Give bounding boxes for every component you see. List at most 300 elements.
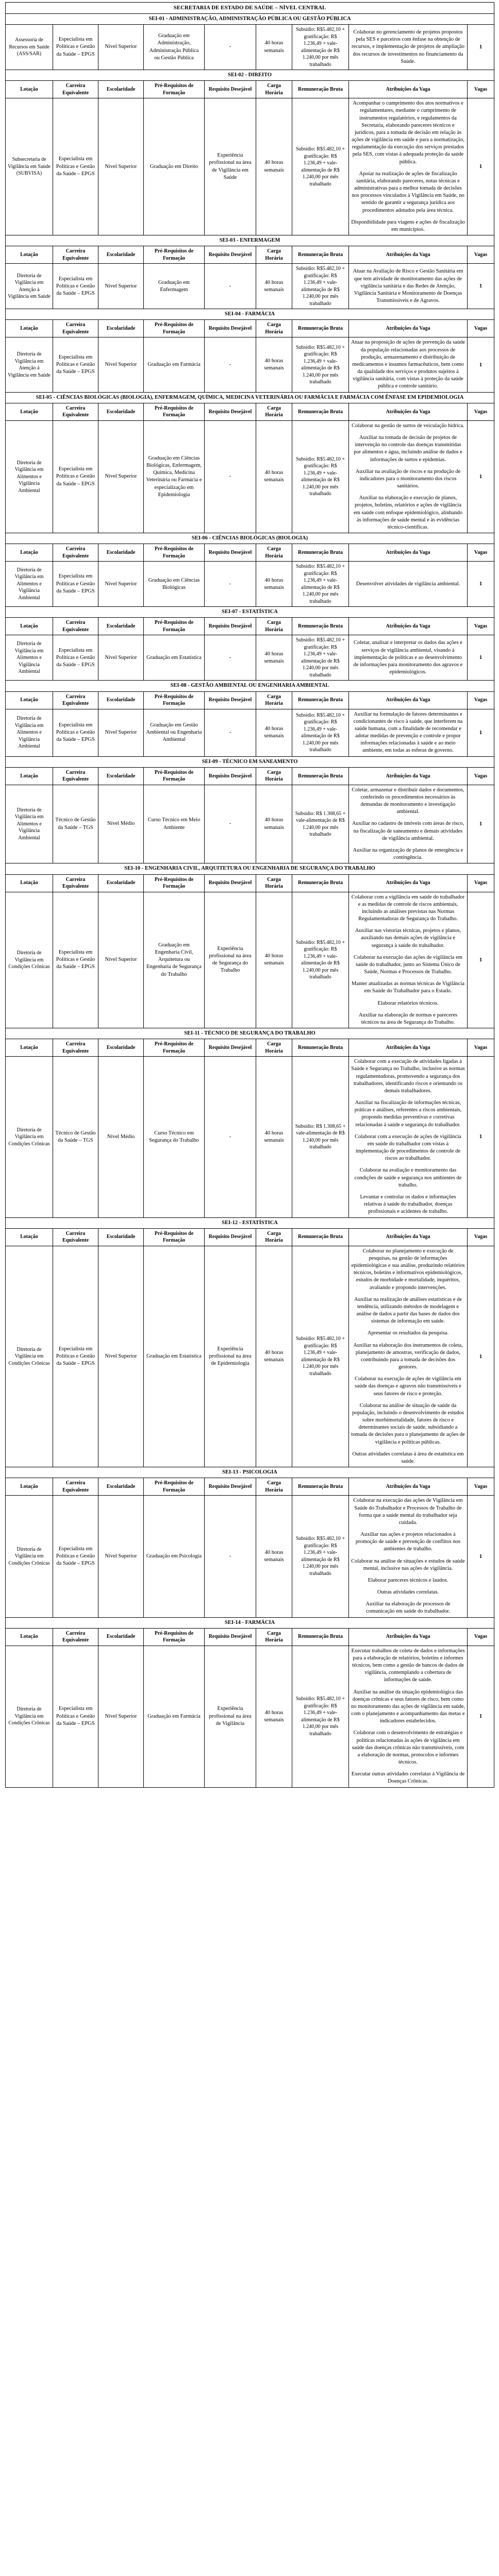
- cell-escolaridade: Nível Superior: [98, 98, 144, 235]
- table-row: [6, 1496, 494, 1617]
- column-header-lotacao: Lotação: [6, 1478, 53, 1496]
- column-header-lotacao: Lotação: [6, 618, 53, 635]
- atribuicao-paragraph: Auxiliar na análise da situação epidemiológica das doenças crônicas e seus fatores de risco, bem como no monitoramento das ações de vigilância em saúde, com o planejamento e acompanhamento das metas e indicadores estabelecidos.: [351, 1689, 465, 1724]
- cell-pre-requisitos: Graduação em Psicologia: [144, 1496, 205, 1617]
- column-header-escolaridade: Escolaridade: [98, 81, 144, 98]
- cell-remuneracao: Subsídio: R$5.482,10 + gratificação: R$ 1.236,49 + vale-alimentação de R$ 1.240,00 por mês trabalhado: [292, 264, 349, 309]
- column-header-lotacao: Lotação: [6, 1628, 53, 1646]
- section-title: SEI-01 - ADMINISTRAÇÃO, ADMINISTRAÇÃO PÚBLICA OU GESTÃO PÚBLICA: [6, 13, 494, 24]
- cell-pre-requisitos: Graduação em Farmácia: [144, 337, 205, 392]
- cell-vagas: 1: [468, 562, 494, 607]
- cell-escolaridade: Nível Superior: [98, 635, 144, 681]
- atribuicao-paragraph: Apoiar na realização de ações de fiscalização sanitária, elaborando pareceres, notas técnicas e administrativas para a melhor tomada de decisões nos processos vinculados à Vigilância em Saúde, no sentido de garantir a segurança jurídica aos procedimentos adotados pela área técnica.: [352, 171, 464, 213]
- table-header-row: [6, 544, 494, 562]
- table-header-row: [6, 81, 494, 98]
- cell-lotacao: Diretoria de Vigilância em Condições Crônicas: [6, 892, 53, 1028]
- atribuicao-paragraph: Auxiliar na elaboração de normas e pareceres técnicos na área de Segurança do Trabalho.: [358, 1012, 458, 1025]
- cell-atribuicoes: [349, 25, 468, 70]
- column-header-lotacao: Lotação: [6, 246, 53, 264]
- cell-escolaridade: Nível Superior: [98, 892, 144, 1028]
- column-header-remuneracao: Remuneração Bruta: [292, 544, 349, 562]
- table-header-row: [6, 246, 494, 264]
- column-header-requisito: Requisito Desejável: [205, 81, 256, 98]
- cell-escolaridade: Nível Superior: [98, 1496, 144, 1617]
- column-header-lotacao: Lotação: [6, 403, 53, 420]
- table-header-row: [6, 1478, 494, 1496]
- cell-carreira: Especialista em Políticas e Gestão da Saúde – EPGS: [53, 1246, 98, 1467]
- column-header-carga: Carga Horária: [256, 320, 292, 337]
- column-header-remuneracao: Remuneração Bruta: [292, 403, 349, 420]
- column-header-requisito: Requisito Desejável: [205, 1628, 256, 1646]
- cell-vagas: 1: [468, 337, 494, 392]
- column-header-atribuicoes: Atribuições da Vaga: [349, 246, 468, 264]
- cell-carreira: Especialista em Políticas e Gestão da Saúde – EPGS: [53, 892, 98, 1028]
- atribuicao-paragraph: Colaborar na avaliação e monitoramento das condições de saúde e segurança nos ambientes de trabalho.: [354, 1167, 462, 1188]
- cell-carga: 40 horas semanais: [256, 420, 292, 533]
- atribuicao-paragraph: Acompanhar o cumprimento dos atos normativos e regulamentares, mediante o cumprimento de instrumentos regulatórios, e regulamentos da Secretaria, elaborando pareceres técnicos e jurídicos, para a tomada de decisão em relação às ações de vigilância em saúde e para a normatização, regulamentação da execução dos serviços prestados pela SES, com vistas à adequada proteção da saúde pública.: [352, 100, 464, 165]
- cell-atribuicoes: [349, 709, 468, 756]
- cell-requisito: Experiência profissional na área de Vigilância: [205, 1646, 256, 1787]
- column-header-vagas: Vagas: [468, 246, 494, 264]
- cell-atribuicoes: [349, 1646, 468, 1787]
- section-title: SEI-05 - CIÊNCIAS BIOLÓGICAS (BIOLOGIA), ENFERMAGEM, QUÍMICA, MEDICINA VETERINÁRIA OU FARMÁCIA E FARMÁCIA COM ÊNFASE EM EPIDEMIOLOGIA: [6, 392, 494, 403]
- table-row: [6, 1246, 494, 1467]
- column-header-pre-requisitos: Pré-Requisitos de Formação: [144, 544, 205, 562]
- column-header-vagas: Vagas: [468, 1478, 494, 1496]
- table-header-row: [6, 1228, 494, 1246]
- column-header-remuneracao: Remuneração Bruta: [292, 767, 349, 785]
- cell-carga: 40 horas semanais: [256, 709, 292, 756]
- atribuicao-paragraph: Colaborar no planejamento e execução de pesquisas, na gestão de informações epidemiológicas e sua análise, produzindo relatórios técnicos, boletins e informativos epidemiológicos, estudos de morbidade e mortalidade, inquéritos, avaliando e propondo intervenções.: [351, 1248, 465, 1291]
- atribuicao-paragraph: Auxiliar na realização de análises estatísticas e de tendência, utilizando métodos de modelagem e análise de dados a partir das bases de dados dos sistemas de informação em saúde.: [354, 1296, 462, 1325]
- cell-carga: 40 horas semanais: [256, 635, 292, 681]
- column-header-pre-requisitos: Pré-Requisitos de Formação: [144, 767, 205, 785]
- cell-vagas: 1: [468, 25, 494, 70]
- cell-atribuicoes: [349, 98, 468, 235]
- column-header-lotacao: Lotação: [6, 320, 53, 337]
- column-header-carreira: Carreira Equivalente: [53, 691, 98, 709]
- column-header-vagas: Vagas: [468, 320, 494, 337]
- column-header-carga: Carga Horária: [256, 1628, 292, 1646]
- cell-lotacao: Diretoria de Vigilância em Alimentos e Vigilância Ambiental: [6, 709, 53, 756]
- table-row: [6, 25, 494, 70]
- atribuicao-paragraph: Colaborar com a execução de ações de vigilância em saúde do trabalhador com vistas à implementação de procedimentos de controle de riscos ao trabalhador.: [355, 1133, 461, 1162]
- atribuicao-paragraph: Outras atividades correlatas à área de estatística em saúde.: [352, 1451, 464, 1464]
- column-header-carreira: Carreira Equivalente: [53, 1228, 98, 1246]
- cell-atribuicoes: [349, 785, 468, 863]
- atribuicao-paragraph: Manter atualizadas as normas técnicas de Vigilância em Saúde do Trabalhador para o Estado.: [351, 981, 464, 994]
- atribuicao-paragraph: Auxiliar no cadastro de imóveis com áreas de risco, na fiscalização de saneamento e demais atividades de vigilância ambiental.: [352, 821, 464, 841]
- column-header-requisito: Requisito Desejável: [205, 320, 256, 337]
- atribuicao-paragraph: Disponibilidade para viagens e ações de fiscalização em municípios.: [351, 219, 465, 232]
- table-header-row: [6, 320, 494, 337]
- atribuicao-paragraph: Auxiliar nas vistorias técnicas, projetos e planos, auxiliando nas demais ações de vigilância e segurança à saúde do trabalhador.: [355, 928, 461, 948]
- column-header-vagas: Vagas: [468, 403, 494, 420]
- table-row: [6, 1057, 494, 1217]
- cell-lotacao: Diretoria de Vigilância em Condições Crônicas: [6, 1246, 53, 1467]
- cell-escolaridade: Nível Médio: [98, 1057, 144, 1217]
- column-header-pre-requisitos: Pré-Requisitos de Formação: [144, 320, 205, 337]
- atribuicao-paragraph: Colaborar na execução das ações de vigilância em saúde do trabalhador, junto ao Sistema Único de Saúde, Normas e Processos de Trabalho.: [354, 954, 462, 975]
- column-header-vagas: Vagas: [468, 618, 494, 635]
- cell-carreira: Especialista em Políticas e Gestão da Saúde – EPGS: [53, 420, 98, 533]
- column-header-requisito: Requisito Desejável: [205, 246, 256, 264]
- cell-carreira: Especialista em Políticas e Gestão da Saúde – EPGS: [53, 337, 98, 392]
- column-header-pre-requisitos: Pré-Requisitos de Formação: [144, 1039, 205, 1057]
- atribuicao-paragraph: Elaborar pareceres técnicos e laudos.: [368, 1577, 448, 1583]
- section-title: SEI-09 - TÉCNICO EM SANEAMENTO: [6, 756, 494, 767]
- cell-atribuicoes: [349, 1496, 468, 1617]
- cell-requisito: Experiência profissional na área de Epidemiologia: [205, 1246, 256, 1467]
- cell-pre-requisitos: Graduação em Enfermagem: [144, 264, 205, 309]
- column-header-escolaridade: Escolaridade: [98, 1228, 144, 1246]
- column-header-carreira: Carreira Equivalente: [53, 767, 98, 785]
- column-header-carga: Carga Horária: [256, 767, 292, 785]
- cell-carga: 40 horas semanais: [256, 1246, 292, 1467]
- column-header-pre-requisitos: Pré-Requisitos de Formação: [144, 1478, 205, 1496]
- column-header-vagas: Vagas: [468, 81, 494, 98]
- cell-remuneracao: Subsídio: R$5.482,10 + gratificação: R$ 1.236,49 + vale-alimentação de R$ 1.240,00 por mês trabalhado: [292, 709, 349, 756]
- column-header-vagas: Vagas: [468, 767, 494, 785]
- column-header-atribuicoes: Atribuições da Vaga: [349, 874, 468, 892]
- atribuicao-paragraph: Colaborar na análise de situação de saúde da população, incluindo o desenvolvimento de estudos sobre morbimortalidade, fatores de risco e determinantes sociais de saúde, subsidiando a tomada de decisões para o planejamento de ações de vigilância e políticas públicas.: [351, 1402, 465, 1445]
- cell-carga: 40 horas semanais: [256, 98, 292, 235]
- cell-lotacao: Diretoria de Vigilância em Alimentos e Vigilância Ambiental: [6, 635, 53, 681]
- cell-lotacao: Subsecretaria de Vigilância em Saúde (SUBVISA): [6, 98, 53, 235]
- cell-pre-requisitos: Curso Técnico em Meio Ambiente: [144, 785, 205, 863]
- atribuicao-paragraph: Colaborar com a vigilância em saúde do trabalhador e as medidas de controle de riscos ambientais, incluindo as análises previstas nas Normas Regulamentadoras de Segurança do Trabalho.: [351, 894, 465, 922]
- cell-carga: 40 horas semanais: [256, 892, 292, 1028]
- cell-vagas: 1: [468, 1246, 494, 1467]
- section-title: SEI-11 - TÉCNICO DE SEGURANÇA DO TRABALHO: [6, 1028, 494, 1039]
- cell-requisito: -: [205, 420, 256, 533]
- column-header-carreira: Carreira Equivalente: [53, 403, 98, 420]
- table-header-row: [6, 767, 494, 785]
- cell-pre-requisitos: Curso Técnico em Segurança do Trabalho: [144, 1057, 205, 1217]
- column-header-carga: Carga Horária: [256, 246, 292, 264]
- column-header-carga: Carga Horária: [256, 544, 292, 562]
- table-row: [6, 337, 494, 392]
- column-header-escolaridade: Escolaridade: [98, 544, 144, 562]
- cell-lotacao: Diretoria de Vigilância em Alimentos e Vigilância Ambiental: [6, 420, 53, 533]
- column-header-carreira: Carreira Equivalente: [53, 1039, 98, 1057]
- column-header-carga: Carga Horária: [256, 1228, 292, 1246]
- column-header-vagas: Vagas: [468, 1039, 494, 1057]
- cell-atribuicoes: [349, 264, 468, 309]
- column-header-pre-requisitos: Pré-Requisitos de Formação: [144, 403, 205, 420]
- column-header-carga: Carga Horária: [256, 874, 292, 892]
- column-header-escolaridade: Escolaridade: [98, 403, 144, 420]
- cell-escolaridade: Nível Superior: [98, 709, 144, 756]
- cell-escolaridade: Nível Superior: [98, 264, 144, 309]
- column-header-requisito: Requisito Desejável: [205, 1039, 256, 1057]
- column-header-remuneracao: Remuneração Bruta: [292, 618, 349, 635]
- table-row: [6, 1646, 494, 1787]
- column-header-carga: Carga Horária: [256, 1039, 292, 1057]
- column-header-pre-requisitos: Pré-Requisitos de Formação: [144, 874, 205, 892]
- cell-pre-requisitos: Graduação em Estatística: [144, 1246, 205, 1467]
- column-header-atribuicoes: Atribuições da Vaga: [349, 1478, 468, 1496]
- cell-carreira: Especialista em Políticas e Gestão da Saúde – EPGS: [53, 1646, 98, 1787]
- atribuicao-paragraph: Executar outras atividades correlatas à Vigilância de Doenças Crônicas.: [351, 1771, 465, 1785]
- cell-carga: 40 horas semanais: [256, 264, 292, 309]
- column-header-carreira: Carreira Equivalente: [53, 1478, 98, 1496]
- cell-escolaridade: Nível Superior: [98, 1646, 144, 1787]
- cell-vagas: 1: [468, 1057, 494, 1217]
- column-header-vagas: Vagas: [468, 544, 494, 562]
- section-title: SEI-14 - FARMÁCIA: [6, 1617, 494, 1628]
- table-row: [6, 709, 494, 756]
- column-header-remuneracao: Remuneração Bruta: [292, 1039, 349, 1057]
- table-row: [6, 785, 494, 863]
- atribuicao-paragraph: Colaborar com a execução de atividades ligadas à Saúde e Segurança no Trabalho, inclusive as normas regulamentadoras, promovendo a segurança dos trabalhadores, identificando riscos e orientando os demais trabalhadores.: [351, 1059, 465, 1094]
- cell-escolaridade: Nível Superior: [98, 1246, 144, 1467]
- cell-vagas: 1: [468, 1496, 494, 1617]
- table-header-row: [6, 1628, 494, 1646]
- cell-atribuicoes: [349, 635, 468, 681]
- atribuicao-paragraph: Desenvolver atividades de vigilância ambiental.: [356, 581, 460, 587]
- cell-escolaridade: Nível Superior: [98, 337, 144, 392]
- column-header-atribuicoes: Atribuições da Vaga: [349, 320, 468, 337]
- cell-atribuicoes: [349, 337, 468, 392]
- atribuicao-paragraph: Colaborar na gestão de surtos de veiculação hídrica.: [352, 422, 464, 429]
- column-header-lotacao: Lotação: [6, 81, 53, 98]
- cell-vagas: 1: [468, 264, 494, 309]
- cell-escolaridade: Nível Superior: [98, 25, 144, 70]
- document-title: SECRETARIA DE ESTADO DE SAÚDE – NÍVEL CENTRAL: [6, 3, 494, 14]
- cell-pre-requisitos: Graduação em Engenharia Civil, Arquitetura ou Engenharia de Segurança do Trabalho: [144, 892, 205, 1028]
- column-header-escolaridade: Escolaridade: [98, 1039, 144, 1057]
- cell-carreira: Especialista em Políticas e Gestão da Saúde – EPGS: [53, 25, 98, 70]
- section-title: SEI-07 - ESTATÍSTICA: [6, 607, 494, 618]
- section-title: SEI-10 - ENGENHARIA CIVIL, ARQUITETURA OU ENGENHARIA DE SEGURANÇA DO TRABALHO: [6, 863, 494, 874]
- atribuicao-paragraph: Colaborar na execução de ações de vigilância em saúde das doenças e agravos não transmissíveis e seus fatores de risco e proteção.: [355, 1376, 461, 1397]
- cell-lotacao: Diretoria de Vigilância em Condições Crônicas: [6, 1496, 53, 1617]
- column-header-remuneracao: Remuneração Bruta: [292, 691, 349, 709]
- column-header-remuneracao: Remuneração Bruta: [292, 320, 349, 337]
- table-row: [6, 562, 494, 607]
- cell-carga: 40 horas semanais: [256, 1057, 292, 1217]
- column-header-requisito: Requisito Desejável: [205, 544, 256, 562]
- column-header-carreira: Carreira Equivalente: [53, 874, 98, 892]
- cell-carga: 40 horas semanais: [256, 1496, 292, 1617]
- cell-lotacao: Diretoria de Vigilância em Condições Crônicas: [6, 1057, 53, 1217]
- table-row: [6, 635, 494, 681]
- column-header-carreira: Carreira Equivalente: [53, 1628, 98, 1646]
- cell-requisito: -: [205, 1496, 256, 1617]
- cell-remuneracao: Subsídio: R$5.482,10 + gratificação: R$ 1.236,49 + vale-alimentação de R$ 1.240,00 por mês trabalhado: [292, 635, 349, 681]
- cell-vagas: 1: [468, 635, 494, 681]
- cell-carreira: Especialista em Políticas e Gestão da Saúde – EPGS: [53, 709, 98, 756]
- column-header-atribuicoes: Atribuições da Vaga: [349, 403, 468, 420]
- atribuicao-paragraph: Atuar na Avaliação de Risco e Gestão Sanitária em que tem atividade de monitoramento das ações de vigilância sanitária e das Redes de Atenção, Vigilância Sanitária e Monitoramento de Doenças Transmissíveis e de Agravos.: [353, 268, 463, 304]
- column-header-atribuicoes: Atribuições da Vaga: [349, 1039, 468, 1057]
- atribuicao-paragraph: Colaborar na análise de situações e estudos de saúde mental, inclusive nas ações de vigilância.: [351, 1558, 465, 1571]
- column-header-vagas: Vagas: [468, 691, 494, 709]
- atribuicao-paragraph: Auxiliar na elaboração de processos de comunicação em saúde do trabalhador.: [365, 1601, 451, 1615]
- cell-lotacao: Diretoria de Vigilância em Alimentos e Vigilância Ambiental: [6, 785, 53, 863]
- section-title: SEI-02 - DIREITO: [6, 70, 494, 81]
- cell-remuneracao: Subsídio: R$5.482,10 + gratificação: R$ 1.236,49 + vale-alimentação de R$ 1.240,00 por mês trabalhado: [292, 25, 349, 70]
- section-title: SEI-13 - PSICOLOGIA: [6, 1467, 494, 1478]
- column-header-lotacao: Lotação: [6, 691, 53, 709]
- cell-carga: 40 horas semanais: [256, 1646, 292, 1787]
- column-header-requisito: Requisito Desejável: [205, 403, 256, 420]
- cell-carreira: Especialista em Políticas e Gestão da Saúde – EPGS: [53, 1496, 98, 1617]
- atribuicao-paragraph: Executar trabalhos de coleta de dados e informações para a elaboração de relatórios, boletins e informes técnicos, bem como a gestão de bancos de dados de vigilância, contemplando a cobertura de informações de saúde.: [351, 1648, 465, 1683]
- table-header-row: [6, 1039, 494, 1057]
- atribuicao-paragraph: Auxiliar nas ações e projetos relacionados à promoção de saúde e prevenção de conflitos nos ambientes de trabalho.: [355, 1532, 461, 1552]
- column-header-remuneracao: Remuneração Bruta: [292, 1628, 349, 1646]
- column-header-remuneracao: Remuneração Bruta: [292, 874, 349, 892]
- column-header-remuneracao: Remuneração Bruta: [292, 1228, 349, 1246]
- column-header-escolaridade: Escolaridade: [98, 246, 144, 264]
- cell-requisito: -: [205, 25, 256, 70]
- cell-remuneracao: Subsídio: R$5.482,10 + gratificação: R$ 1.236,49 + vale-alimentação de R$ 1.240,00 por mês trabalhado: [292, 98, 349, 235]
- column-header-lotacao: Lotação: [6, 767, 53, 785]
- cell-lotacao: Diretoria de Vigilância em Atenção à Vigilância em Saúde: [6, 337, 53, 392]
- cell-pre-requisitos: Graduação em Administração, Administração Pública ou Gestão Pública: [144, 25, 205, 70]
- table-row: [6, 420, 494, 533]
- cell-atribuicoes: [349, 562, 468, 607]
- column-header-requisito: Requisito Desejável: [205, 1228, 256, 1246]
- column-header-requisito: Requisito Desejável: [205, 874, 256, 892]
- cell-carreira: Especialista em Políticas e Gestão da Saúde – EPGS: [53, 562, 98, 607]
- atribuicao-paragraph: Colaborar com o desenvolvimento de estratégias e políticas relacionadas às ações de vigilância em saúde das doenças crônicas não transmissíveis, com a elaboração de normas, protocolos e informes técnicos.: [352, 1730, 464, 1766]
- vacancy-table: [5, 2, 494, 1788]
- atribuicao-paragraph: Coletar, armazenar e distribuir dados e documentos, conferindo os procedimentos necessários às demandas de monitoramento e investigação ambiental.: [352, 787, 464, 815]
- section-title: SEI-03 - ENFERMAGEM: [6, 235, 494, 246]
- column-header-atribuicoes: Atribuições da Vaga: [349, 544, 468, 562]
- cell-requisito: -: [205, 709, 256, 756]
- column-header-pre-requisitos: Pré-Requisitos de Formação: [144, 618, 205, 635]
- column-header-vagas: Vagas: [468, 874, 494, 892]
- column-header-atribuicoes: Atribuições da Vaga: [349, 618, 468, 635]
- cell-carga: 40 horas semanais: [256, 337, 292, 392]
- cell-lotacao: Diretoria de Vigilância em Atenção à Vigilância em Saúde: [6, 264, 53, 309]
- section-title: SEI-06 - CIÊNCIAS BIOLÓGICAS (BIOLOGIA): [6, 533, 494, 544]
- section-title: SEI-12 - ESTATÍSTICA: [6, 1217, 494, 1228]
- column-header-pre-requisitos: Pré-Requisitos de Formação: [144, 1228, 205, 1246]
- column-header-carga: Carga Horária: [256, 81, 292, 98]
- atribuicao-paragraph: Auxiliar na elaboração e execução de planos, projetos, boletins, relatórios e ações de vigilância em saúde com enfoque epidemiológico, alinhando às informações de saúde mental e às evidências técnico-científicas.: [353, 495, 463, 530]
- table-header-row: [6, 691, 494, 709]
- column-header-lotacao: Lotação: [6, 1228, 53, 1246]
- atribuicao-paragraph: Levantar e controlar os dados e informações relativas à saúde do trabalhador, doenças profissionais e acidentes de trabalho.: [360, 1194, 456, 1215]
- cell-remuneracao: Subsídio: R$ 1.308,65 + vale-alimentação de R$ 1.240,00 por mês trabalhado: [292, 1057, 349, 1217]
- cell-vagas: 1: [468, 98, 494, 235]
- table-row: [6, 264, 494, 309]
- column-header-pre-requisitos: Pré-Requisitos de Formação: [144, 246, 205, 264]
- column-header-carga: Carga Horária: [256, 691, 292, 709]
- column-header-vagas: Vagas: [468, 1628, 494, 1646]
- column-header-carreira: Carreira Equivalente: [53, 618, 98, 635]
- cell-remuneracao: Subsídio: R$5.482,10 + gratificação: R$ 1.236,49 + vale-alimentação de R$ 1.240,00 por mês trabalhado: [292, 562, 349, 607]
- atribuicao-paragraph: Auxiliar na tomada de decisão de projetos de intervenção no controle das doenças transmitidas por alimentos e água, incluindo análise de dados e informações de surtos e epidemias.: [354, 435, 462, 463]
- cell-remuneracao: Subsídio: R$5.482,10 + gratificação: R$ 1.236,49 + vale-alimentação de R$ 1.240,00 por mês trabalhado: [292, 1246, 349, 1467]
- atribuicao-paragraph: Atuar na proposição de ações de prevenção da saúde da população relacionadas aos processos de produção, armazenamento e distribuição de medicamentos e insumos farmacêuticos, bem como da qualidade dos serviços e produtos sujeitos à vigilância sanitária, com vistas à proteção da saúde pública e controle sanitário.: [351, 340, 465, 389]
- table-header-row: [6, 874, 494, 892]
- cell-pre-requisitos: Graduação em Estatística: [144, 635, 205, 681]
- cell-pre-requisitos: Graduação em Farmácia: [144, 1646, 205, 1787]
- column-header-vagas: Vagas: [468, 1228, 494, 1246]
- cell-carga: 40 horas semanais: [256, 785, 292, 863]
- column-header-remuneracao: Remuneração Bruta: [292, 1478, 349, 1496]
- section-title: SEI-08 - GESTÃO AMBIENTAL OU ENGENHARIA AMBIENTAL: [6, 681, 494, 691]
- column-header-lotacao: Lotação: [6, 874, 53, 892]
- cell-remuneracao: Subsídio: R$5.482,10 + gratificação: R$ 1.236,49 + vale-alimentação de R$ 1.240,00 por mês trabalhado: [292, 1496, 349, 1617]
- column-header-requisito: Requisito Desejável: [205, 1478, 256, 1496]
- cell-lotacao: Assessoria de Recursos em Saúde (ASS/SAR): [6, 25, 53, 70]
- cell-pre-requisitos: Graduação em Direito: [144, 98, 205, 235]
- column-header-carreira: Carreira Equivalente: [53, 544, 98, 562]
- column-header-lotacao: Lotação: [6, 544, 53, 562]
- column-header-carga: Carga Horária: [256, 1478, 292, 1496]
- table-header-row: [6, 618, 494, 635]
- column-header-carga: Carga Horária: [256, 618, 292, 635]
- column-header-atribuicoes: Atribuições da Vaga: [349, 1228, 468, 1246]
- cell-remuneracao: Subsídio: R$ 1.308,65 + vale-alimentação de R$ 1.240,00 por mês trabalhado: [292, 785, 349, 863]
- atribuicao-paragraph: Apresentar os resultados da pesquisa.: [367, 1330, 449, 1336]
- cell-carreira: Especialista em Políticas e Gestão da Saúde – EPGS: [53, 635, 98, 681]
- cell-requisito: -: [205, 562, 256, 607]
- atribuicao-paragraph: Auxiliar na fiscalização de informações técnicas, práticas e análises, referentes a riscos ambientais, propondo medidas preventivas e corretivas relacionadas à saúde e segurança do trabalhador.: [354, 1100, 462, 1128]
- column-header-remuneracao: Remuneração Bruta: [292, 246, 349, 264]
- cell-requisito: -: [205, 1057, 256, 1217]
- column-header-escolaridade: Escolaridade: [98, 1628, 144, 1646]
- document-page: [5, 2, 494, 1788]
- column-header-escolaridade: Escolaridade: [98, 618, 144, 635]
- cell-remuneracao: Subsídio: R$5.482,10 + gratificação: R$ 1.236,49 + vale-alimentação de R$ 1.240,00 por mês trabalhado: [292, 420, 349, 533]
- cell-lotacao: Diretoria de Vigilância em Alimentos e Vigilância Ambiental: [6, 562, 53, 607]
- cell-requisito: Experiência profissional na área de Segurança do Trabalho: [205, 892, 256, 1028]
- cell-remuneracao: Subsídio: R$5.482,10 + gratificação: R$ 1.236,49 + vale-alimentação de R$ 1.240,00 por mês trabalhado: [292, 1646, 349, 1787]
- atribuicao-paragraph: Elaborar relatórios técnicos.: [377, 1000, 439, 1006]
- cell-remuneracao: Subsídio: R$5.482,10 + gratificação: R$ 1.236,49 + vale-alimentação de R$ 1.240,00 por mês trabalhado: [292, 337, 349, 392]
- atribuicao-paragraph: Colaborar no gerenciamento de projetos propostos pela SES e parceiros com ênfase na obtenção de recursos, e implementação de projetos de ampliação dos recursos de investimentos no financiamento da Saúde.: [352, 29, 464, 64]
- atribuicao-paragraph: Auxiliar na organização de planos de emergência e contingência.: [353, 847, 463, 861]
- column-header-carreira: Carreira Equivalente: [53, 81, 98, 98]
- cell-carreira: Técnico de Gestão da Saúde – TGS: [53, 785, 98, 863]
- atribuicao-paragraph: Auxiliar na elaboração dos instrumentos de coleta, planejamento de amostras, verificação de dados, contribuindo para a tomada de decisões dos gestores.: [353, 1342, 463, 1370]
- cell-requisito: -: [205, 635, 256, 681]
- cell-vagas: 1: [468, 785, 494, 863]
- cell-lotacao: Diretoria de Vigilância em Condições Crônicas: [6, 1646, 53, 1787]
- cell-vagas: 1: [468, 420, 494, 533]
- column-header-requisito: Requisito Desejável: [205, 618, 256, 635]
- column-header-remuneracao: Remuneração Bruta: [292, 81, 349, 98]
- cell-requisito: -: [205, 785, 256, 863]
- cell-atribuicoes: [349, 892, 468, 1028]
- column-header-atribuicoes: Atribuições da Vaga: [349, 81, 468, 98]
- column-header-escolaridade: Escolaridade: [98, 874, 144, 892]
- atribuicao-paragraph: Outras atividades correlatas.: [377, 1589, 439, 1596]
- column-header-atribuicoes: Atribuições da Vaga: [349, 767, 468, 785]
- cell-escolaridade: Nível Médio: [98, 785, 144, 863]
- table-row: [6, 892, 494, 1028]
- cell-carreira: Técnico de Gestão da Saúde – TGS: [53, 1057, 98, 1217]
- column-header-escolaridade: Escolaridade: [98, 1478, 144, 1496]
- atribuicao-paragraph: Coletar, analisar e interpretar os dados das ações e serviços de vigilância ambiental, visando à implementação de políticas e ao desenvolvimento de informações para monitoramento dos agravos e epidemiológicos.: [353, 640, 463, 675]
- cell-carga: 40 horas semanais: [256, 562, 292, 607]
- cell-escolaridade: Nível Superior: [98, 420, 144, 533]
- cell-requisito: -: [205, 337, 256, 392]
- column-header-pre-requisitos: Pré-Requisitos de Formação: [144, 81, 205, 98]
- column-header-carreira: Carreira Equivalente: [53, 246, 98, 264]
- column-header-pre-requisitos: Pré-Requisitos de Formação: [144, 1628, 205, 1646]
- column-header-requisito: Requisito Desejável: [205, 767, 256, 785]
- cell-pre-requisitos: Graduação em Gestão Ambiental ou Engenharia Ambiental: [144, 709, 205, 756]
